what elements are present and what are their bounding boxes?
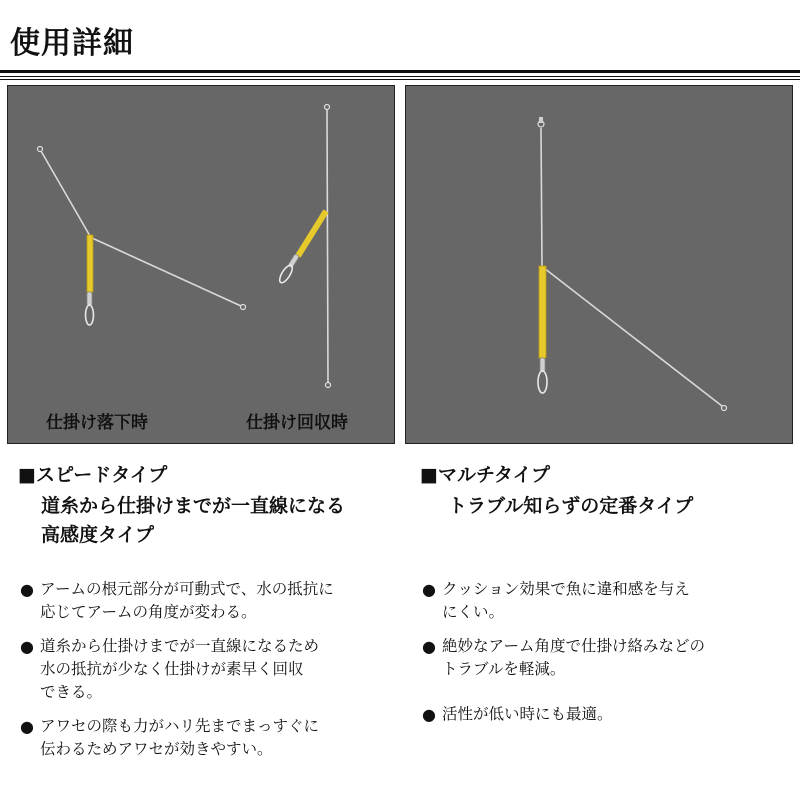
cushion-tube — [87, 235, 93, 292]
swivel — [87, 292, 92, 306]
mainline-wire — [327, 110, 328, 382]
header-rule-thin-1 — [0, 76, 800, 77]
rig-retrieve-illustration — [277, 105, 330, 388]
header-rule-thick — [0, 70, 800, 73]
bullet-dot-icon: ● — [422, 580, 436, 599]
page-title: 使用詳細 — [10, 26, 134, 61]
top-loop — [325, 105, 330, 110]
swivel — [540, 358, 545, 372]
snap-clip — [538, 371, 547, 393]
cushion-tube — [298, 211, 326, 256]
arm-wire — [92, 238, 241, 306]
caption-retrieving: 仕掛け回収時 — [246, 413, 348, 433]
list-item: ● クッション効果で魚に違和感を与え にくい。 — [422, 580, 690, 621]
list-item: ● アームの根元部分が可動式で、水の抵抗に 応じてアームの角度が変わる。 — [20, 580, 334, 621]
list-item: ● アワセの際も力がハリ先までまっすぐに 伝わるためアワセが効きやすい。 — [20, 717, 320, 758]
speed-type-subtitle-2: 高感度タイプ — [41, 524, 155, 546]
list-item: ● 絶妙なアーム角度で仕掛け絡みなどの トラブルを軽減。 — [422, 637, 706, 678]
multi-type-rig-illustration — [406, 86, 794, 445]
arm-wire — [544, 268, 722, 406]
multi-type-title: ■マルチタイプ — [420, 464, 551, 486]
bullet-dot-icon: ● — [20, 580, 34, 599]
arm-tip-loop — [722, 406, 727, 411]
snap-clip — [277, 263, 294, 284]
list-item: ● 道糸から仕掛けまでが一直線になるため 水の抵抗が少なく仕掛けが素早く回収 できる。 — [20, 637, 320, 701]
multi-type-bullet-list — [422, 578, 705, 737]
arm-tip-loop — [241, 305, 246, 310]
bullet-dot-icon: ● — [20, 717, 34, 736]
speed-type-rig-illustration — [8, 86, 396, 445]
cushion-tube — [539, 266, 546, 358]
multi-type-subtitle-1: トラブル知らずの定番タイプ — [448, 495, 694, 517]
bottom-loop — [326, 383, 331, 388]
speed-type-subtitle-1: 道糸から仕掛けまでが一直線になる — [41, 495, 346, 517]
mainline-wire — [41, 151, 90, 236]
list-item: ● 活性が低い時にも最適。 — [422, 705, 613, 724]
bullet-dot-icon: ● — [422, 637, 436, 656]
speed-type-title: ■スピードタイプ — [18, 464, 168, 486]
rig-falling-illustration — [38, 147, 246, 326]
mainline-wire — [541, 128, 542, 266]
bullet-dot-icon: ● — [422, 705, 436, 724]
multi-type-image-panel — [405, 85, 793, 444]
header-rule-thin-2 — [0, 79, 800, 80]
speed-type-image-panel — [7, 85, 395, 444]
snap-clip — [86, 305, 94, 325]
speed-type-bullet-list — [20, 578, 334, 772]
top-swivel — [539, 117, 543, 123]
bullet-dot-icon: ● — [20, 637, 34, 656]
caption-falling: 仕掛け落下時 — [46, 413, 148, 433]
